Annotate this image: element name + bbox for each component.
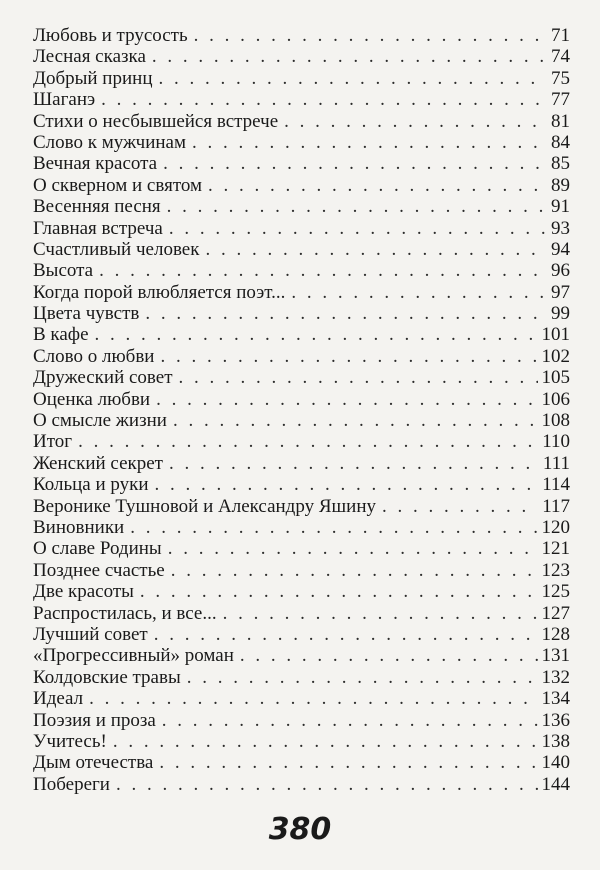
- toc-entry-title: Кольца и руки: [33, 474, 149, 496]
- toc-entry-title: Любовь и трусость: [33, 25, 188, 46]
- dot-leader: [192, 132, 547, 153]
- toc-entry-title: Дружеский совет: [33, 367, 173, 389]
- toc-entry-page: 85: [551, 153, 570, 175]
- dot-leader: [152, 46, 547, 67]
- toc-entry: [33, 389, 570, 410]
- toc-entry: [33, 367, 570, 388]
- dot-leader: [101, 89, 547, 110]
- toc-entry-page: 136: [541, 709, 570, 731]
- dot-leader: [140, 581, 538, 602]
- toc-entry-title: Лучший совет: [33, 623, 148, 645]
- toc-entry-page: 101: [541, 324, 570, 346]
- dot-leader: [169, 453, 539, 474]
- toc-entry-page: 131: [541, 645, 570, 667]
- toc-entry: [33, 303, 570, 324]
- toc-entry-title: Побереги: [33, 773, 110, 795]
- toc-entry-page: 106: [541, 388, 570, 410]
- toc-entry-page: 132: [541, 666, 570, 688]
- dot-leader: [168, 538, 538, 559]
- toc-entry-page: 110: [542, 431, 570, 453]
- toc-entry-page: 102: [541, 345, 570, 367]
- toc-entry: [33, 324, 570, 345]
- toc-entry: [33, 132, 570, 153]
- dot-leader: [284, 111, 547, 132]
- toc-entry: [33, 111, 570, 132]
- toc-entry-title: Слово о любви: [33, 345, 155, 367]
- toc-entry-page: 75: [551, 67, 570, 89]
- dot-leader: [187, 667, 538, 688]
- toc-entry: [33, 688, 570, 709]
- dot-leader: [78, 431, 538, 452]
- toc-entry-page: 81: [551, 110, 570, 132]
- toc-entry: [33, 68, 570, 89]
- toc-entry-title: Шаганэ: [33, 89, 96, 111]
- toc-entry-page: 74: [551, 46, 570, 68]
- toc-entry-title: Главная встреча: [33, 217, 163, 239]
- table-of-contents: [33, 25, 570, 795]
- toc-entry-title: «Прогрессивный» роман: [33, 645, 234, 667]
- dot-leader: [194, 25, 547, 46]
- toc-entry: [33, 89, 570, 110]
- toc-entry: [33, 25, 570, 46]
- toc-entry-page: 84: [551, 131, 570, 153]
- toc-entry-page: 125: [541, 581, 570, 603]
- toc-entry-title: Оценка любви: [33, 388, 151, 410]
- dot-leader: [99, 260, 547, 281]
- toc-entry-page: 144: [541, 773, 570, 795]
- dot-leader: [223, 603, 538, 624]
- toc-entry-title: Две красоты: [33, 581, 134, 603]
- dot-leader: [158, 68, 547, 89]
- dot-leader: [291, 282, 547, 303]
- dot-leader: [159, 752, 537, 773]
- dot-leader: [167, 196, 547, 217]
- toc-entry: [33, 560, 570, 581]
- toc-entry-page: 71: [551, 25, 570, 46]
- toc-entry-title: Виновники: [33, 516, 125, 538]
- dot-leader: [169, 218, 547, 239]
- toc-entry-page: 128: [541, 623, 570, 645]
- toc-entry-page: 138: [541, 730, 570, 752]
- toc-entry-title: Стихи о несбывшейся встрече: [33, 110, 279, 132]
- toc-entry-title: Лесная сказка: [33, 46, 146, 68]
- toc-entry: [33, 175, 570, 196]
- toc-entry-page: 120: [541, 516, 570, 538]
- toc-entry: [33, 410, 570, 431]
- toc-entry: [33, 624, 570, 645]
- page-number: 380: [268, 812, 332, 847]
- toc-entry-page: 93: [551, 217, 570, 239]
- toc-entry-title: О смысле жизни: [33, 410, 167, 432]
- toc-entry-page: 114: [542, 474, 570, 496]
- toc-entry-title: Когда порой влюбляется поэт...: [33, 281, 286, 303]
- toc-entry: [33, 260, 570, 281]
- dot-leader: [179, 367, 538, 388]
- toc-entry: [33, 496, 570, 517]
- dot-leader: [162, 710, 538, 731]
- dot-leader: [145, 303, 547, 324]
- toc-entry: [33, 581, 570, 602]
- dot-leader: [130, 517, 537, 538]
- toc-entry: [33, 517, 570, 538]
- dot-leader: [116, 774, 538, 795]
- toc-entry-page: 117: [542, 495, 570, 517]
- toc-entry-title: О скверном и святом: [33, 174, 203, 196]
- toc-entry: [33, 46, 570, 67]
- toc-entry-page: 111: [542, 452, 570, 474]
- dot-leader: [113, 731, 538, 752]
- dot-leader: [240, 645, 538, 666]
- dot-leader: [173, 410, 538, 431]
- toc-entry-page: 89: [551, 174, 570, 196]
- toc-entry-page: 77: [551, 89, 570, 111]
- toc-entry-page: 140: [541, 752, 570, 774]
- toc-entry: [33, 474, 570, 495]
- toc-entry: [33, 346, 570, 367]
- toc-entry: [33, 774, 570, 795]
- toc-entry-page: 123: [541, 559, 570, 581]
- toc-entry: [33, 752, 570, 773]
- toc-entry-page: 94: [551, 238, 570, 260]
- toc-entry: [33, 153, 570, 174]
- toc-entry: [33, 710, 570, 731]
- toc-entry-title: Женский секрет: [33, 452, 163, 474]
- toc-entry: [33, 603, 570, 624]
- toc-entry-page: 127: [541, 602, 570, 624]
- toc-entry-title: Поэзия и проза: [33, 709, 156, 731]
- toc-entry-title: Учитесь!: [33, 730, 107, 752]
- toc-entry-title: Распростилась, и все...: [33, 602, 217, 624]
- toc-entry-page: 105: [541, 367, 570, 389]
- toc-entry-title: Добрый принц: [33, 67, 153, 89]
- toc-entry-page: 99: [551, 303, 570, 325]
- toc-entry-title: Слово к мужчинам: [33, 131, 187, 153]
- dot-leader: [208, 175, 547, 196]
- dot-leader: [155, 474, 539, 495]
- toc-entry-title: Цвета чувств: [33, 303, 140, 325]
- toc-entry-page: 108: [541, 410, 570, 432]
- toc-entry: [33, 667, 570, 688]
- toc-entry: [33, 239, 570, 260]
- toc-entry: [33, 431, 570, 452]
- toc-entry-page: 134: [541, 688, 570, 710]
- dot-leader: [154, 624, 538, 645]
- toc-entry-title: Вечная красота: [33, 153, 158, 175]
- dot-leader: [163, 153, 547, 174]
- dot-leader: [156, 389, 537, 410]
- toc-entry: [33, 645, 570, 666]
- dot-leader: [171, 560, 538, 581]
- toc-entry-title: Итог: [33, 431, 73, 453]
- dot-leader: [95, 324, 538, 345]
- dot-leader: [89, 688, 537, 709]
- dot-leader: [382, 496, 538, 517]
- toc-entry-title: В кафе: [33, 324, 89, 346]
- dot-leader: [160, 346, 537, 367]
- toc-entry-title: Весенняя песня: [33, 196, 161, 218]
- toc-entry: [33, 196, 570, 217]
- toc-entry: [33, 453, 570, 474]
- toc-entry: [33, 282, 570, 303]
- toc-entry-title: О славе Родины: [33, 538, 162, 560]
- toc-entry-title: Веронике Тушновой и Александру Яшину: [33, 495, 376, 517]
- toc-entry-title: Дым отечества: [33, 752, 154, 774]
- toc-entry-page: 121: [541, 538, 570, 560]
- toc-entry-title: Колдовские травы: [33, 666, 181, 688]
- toc-entry-title: Идеал: [33, 688, 84, 710]
- toc-entry-page: 96: [551, 260, 570, 282]
- toc-entry-title: Счастливый человек: [33, 238, 200, 260]
- toc-entry: [33, 218, 570, 239]
- toc-entry: [33, 731, 570, 752]
- toc-entry-page: 97: [551, 281, 570, 303]
- toc-entry-page: 91: [551, 196, 570, 218]
- toc-entry: [33, 538, 570, 559]
- dot-leader: [205, 239, 547, 260]
- toc-entry-title: Высота: [33, 260, 94, 282]
- toc-entry-title: Позднее счастье: [33, 559, 165, 581]
